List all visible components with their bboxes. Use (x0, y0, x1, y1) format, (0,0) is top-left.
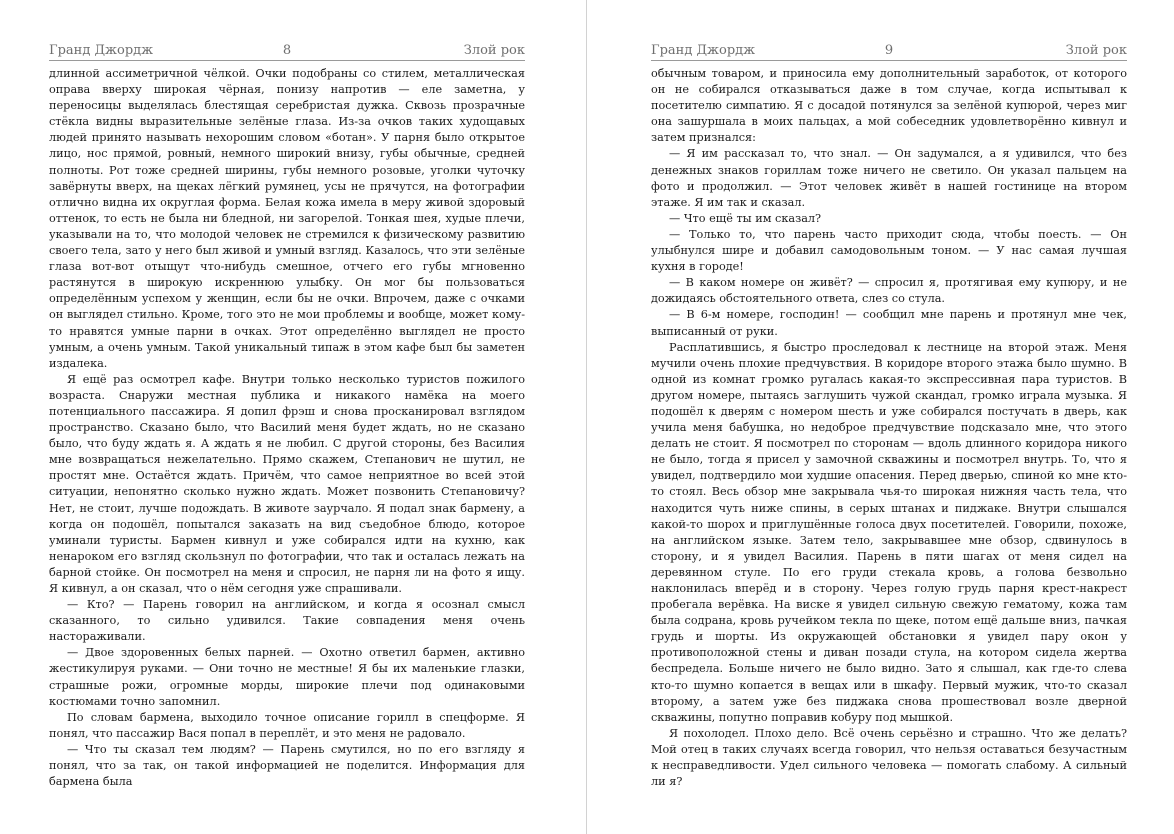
paragraph: Я похолодел. Плохо дело. Всё очень серьёзно и страшно. Что же делать? Мой отец в таких случаях всегда говорил, что нельзя оставаться безучастным к несправедливости. Удел сильного человека — помогать слабому. А сильный ли я? (651, 726, 1127, 789)
paragraph: — Что ты сказал тем людям? — Парень смутился, но по его взгляду я понял, что за так, он такой информацией не поделится. Информация для бармена была (49, 742, 525, 789)
paragraph: По словам бармена, выходило точное описание горилл в спецформе. Я понял, что пассажир Вася попал в переплёт, и это меня не радовало. (49, 710, 525, 740)
right-page (651, 0, 1127, 834)
paragraph: — Двое здоровенных белых парней. — Охотно ответил бармен, активно жестикулируя руками. — Они точно не местные! Я бы их маленькие глазки, страшные рожи, огромные морды, широкие плечи под одинаковыми костюмами точно запомнил. (49, 646, 525, 708)
paragraph: — Что ещё ты им сказал? (669, 211, 822, 225)
paragraph: длинной ассиметричной чёлкой. Очки подобраны со стилем, металлическая оправа вверху широкая чёрная, понизу напротив — еле заметна, у переносицы выделялась блестящая серебристая дужка. Сквозь прозрачные стёкла видны выразительные зелёные глаза. Из-за очков таких худощавых людей принято называть нехорошим словом «ботан». У парня было открытое лицо, нос прямой, ровный, немного широкий внизу, губы обычные, средней полноты. Рот тоже средней ширины, губы немного розовые, уголки чуточку завёрнуты вверх, на щеках лёгкий румянец, усы не прячутся, на фотографии отлично видна их округлая форма. Белая кожа имела в меру живой здоровый оттенок, то есть не была ни бледной, ни загорелой. Тонкая шея, худые плечи, указывали на то, что молодой человек не стремился к физическому развитию своего тела, зато у него был живой и умный взгляд. Казалось, что эти зелёные глаза вот-вот отыщут что-нибудь смешное, отчего его губы мгновенно растянутся в широкую искреннюю улыбку. Он мог бы пользоваться определённым успехом у женщин, если бы не очки. Впрочем, даже с очками он выглядел стильно. Кроме, того это не мои проблемы и вообще, может кому-то нравятся умные парни в очках. Этот определённо выглядел не просто умным, а очень умным. Такой уникальный типаж в этом кафе был бы заметен издалека. (49, 67, 525, 370)
header-author: Гранд Джордж (651, 43, 756, 58)
page-gutter-divider (586, 0, 587, 834)
running-head (49, 42, 525, 61)
running-head (651, 42, 1127, 61)
page-text (49, 66, 525, 790)
page-number: 8 (282, 43, 292, 58)
page-number: 9 (884, 43, 894, 58)
paragraph: — Я им рассказал то, что знал. — Он задумался, а я удивился, что без денежных знаков гориллам тоже ничего не светило. Он указал пальцем на фото и продолжил. — Этот человек живёт в нашей гостинице на втором этаже. Я им так и сказал. (651, 147, 1127, 209)
header-author: Гранд Джордж (49, 43, 154, 58)
paragraph: — Кто? — Парень говорил на английском, и когда я осознал смысл сказанного, то сильно удивился. Такие совпадения меня очень настораживали. (49, 598, 525, 644)
page-text (651, 66, 1127, 790)
header-book-title: Злой рок (463, 43, 525, 58)
paragraph: — В 6-м номере, господин! — сообщил мне парень и протянул мне чек, выписанный от руки. (651, 308, 1127, 338)
paragraph: Расплатившись, я быстро проследовал к лестнице на второй этаж. Меня мучили очень плохие предчувствия. В коридоре второго этажа было шумно. В одной из комнат громко ругалась какая-то экспрессивная пара туристов. В другом номере, пытаясь заглушить чужой скандал, громко играла музыка. Я подошёл к дверям с номером шесть и уже собирался постучать в дверь, как учила меня бабушка, но недоброе предчувствие подсказало мне, что этого делать не стоит. Я посмотрел по сторонам — вдоль длинного коридора никого не было, тогда я присел у замочной скважины и посмотрел внутрь. То, что я увидел, подтвердило мои худшие опасения. Перед дверью, спиной ко мне кто-то стоял. Весь обзор мне закрывала чья-то широкая нижняя часть тела, что находится чуть ниже спины, в серых штанах и пиджаке. Внутри слышался какой-то шорох и приглушённые голоса двух посетителей. Говорили, похоже, на английском языке. Затем тело, закрывавшее мне обзор, сдвинулось в сторону, и я увидел Василия. Парень в пяти шагах от меня сидел на деревянном стуле. По его груди стекала кровь, а голова безвольно наклонилась вперёд и в сторону. Через голую грудь парня крест-накрест пробегала верёвка. На виске я увидел сильную свежую гематому, кожа там была содрана, кровь ручейком текла по щеке, потом ещё дальше вниз, пачкая грудь и шорты. Из окружающей обстановки я увидел пару окон у противоположной стены и диван позади стула, на котором сидела жертва беспредела. Больше ничего не было видно. Зато я слышал, как где-то слева кто-то шумно копается в вещах или в шкафу. Первый мужик, что-то сказал второму, а затем уже без пиджака снова прошествовал возле дверной скважины, попутно поправив кобуру под мышкой. (651, 340, 1127, 724)
paragraph: — Только то, что парень часто приходит сюда, чтобы поесть. — Он улыбнулся шире и добавил самодовольным тоном. — У нас самая лучшая кухня в городе! (651, 227, 1127, 274)
header-book-title: Злой рок (1065, 43, 1127, 58)
paragraph: Я ещё раз осмотрел кафе. Внутри только несколько туристов пожилого возраста. Снаружи местная публика и никакого намёка на моего потенциального пассажира. Я допил фрэш и снова просканировал взглядом пространство. Сказано было, что Василий меня будет ждать, но не сказано было, что буду ждать я. А ждать я не любил. С другой стороны, без Василия мне возвращаться нежелательно. Прямо скажем, Степанович не шутил, не простят мне. Остаётся ждать. Причём, что самое неприятное во всей этой ситуации, непонятно сколько нужно ждать. Может позвонить Степановичу? Нет, не стоит, лучше подождать. В животе заурчало. Я подал знак бармену, а когда он подошёл, попытался заказать на вид съедобное блюдо, которое уминали туристы. Бармен кивнул и уже собирался идти на кухню, как ненароком его взгляд скользнул по фотографии, что так и осталась лежать на барной стойке. Он посмотрел на меня и спросил, не парня ли на фото я ищу. Я кивнул, а он сказал, что о нём сегодня уже спрашивали. (49, 372, 525, 595)
paragraph: — В каком номере он живёт? — спросил я, протягивая ему купюру, и не дожидаясь обстоятельного ответа, слез со стула. (651, 276, 1127, 306)
paragraph: обычным товаром, и приносила ему дополнительный заработок, от которого он не собирался отказываться даже в том случае, когда испытывал к посетителю симпатию. Я с досадой потянулся за зелёной купюрой, через миг она зашуршала в моих пальцах, а мой собеседник удовлетворённо кивнул и затем признался: (651, 67, 1127, 145)
left-page (49, 0, 525, 834)
